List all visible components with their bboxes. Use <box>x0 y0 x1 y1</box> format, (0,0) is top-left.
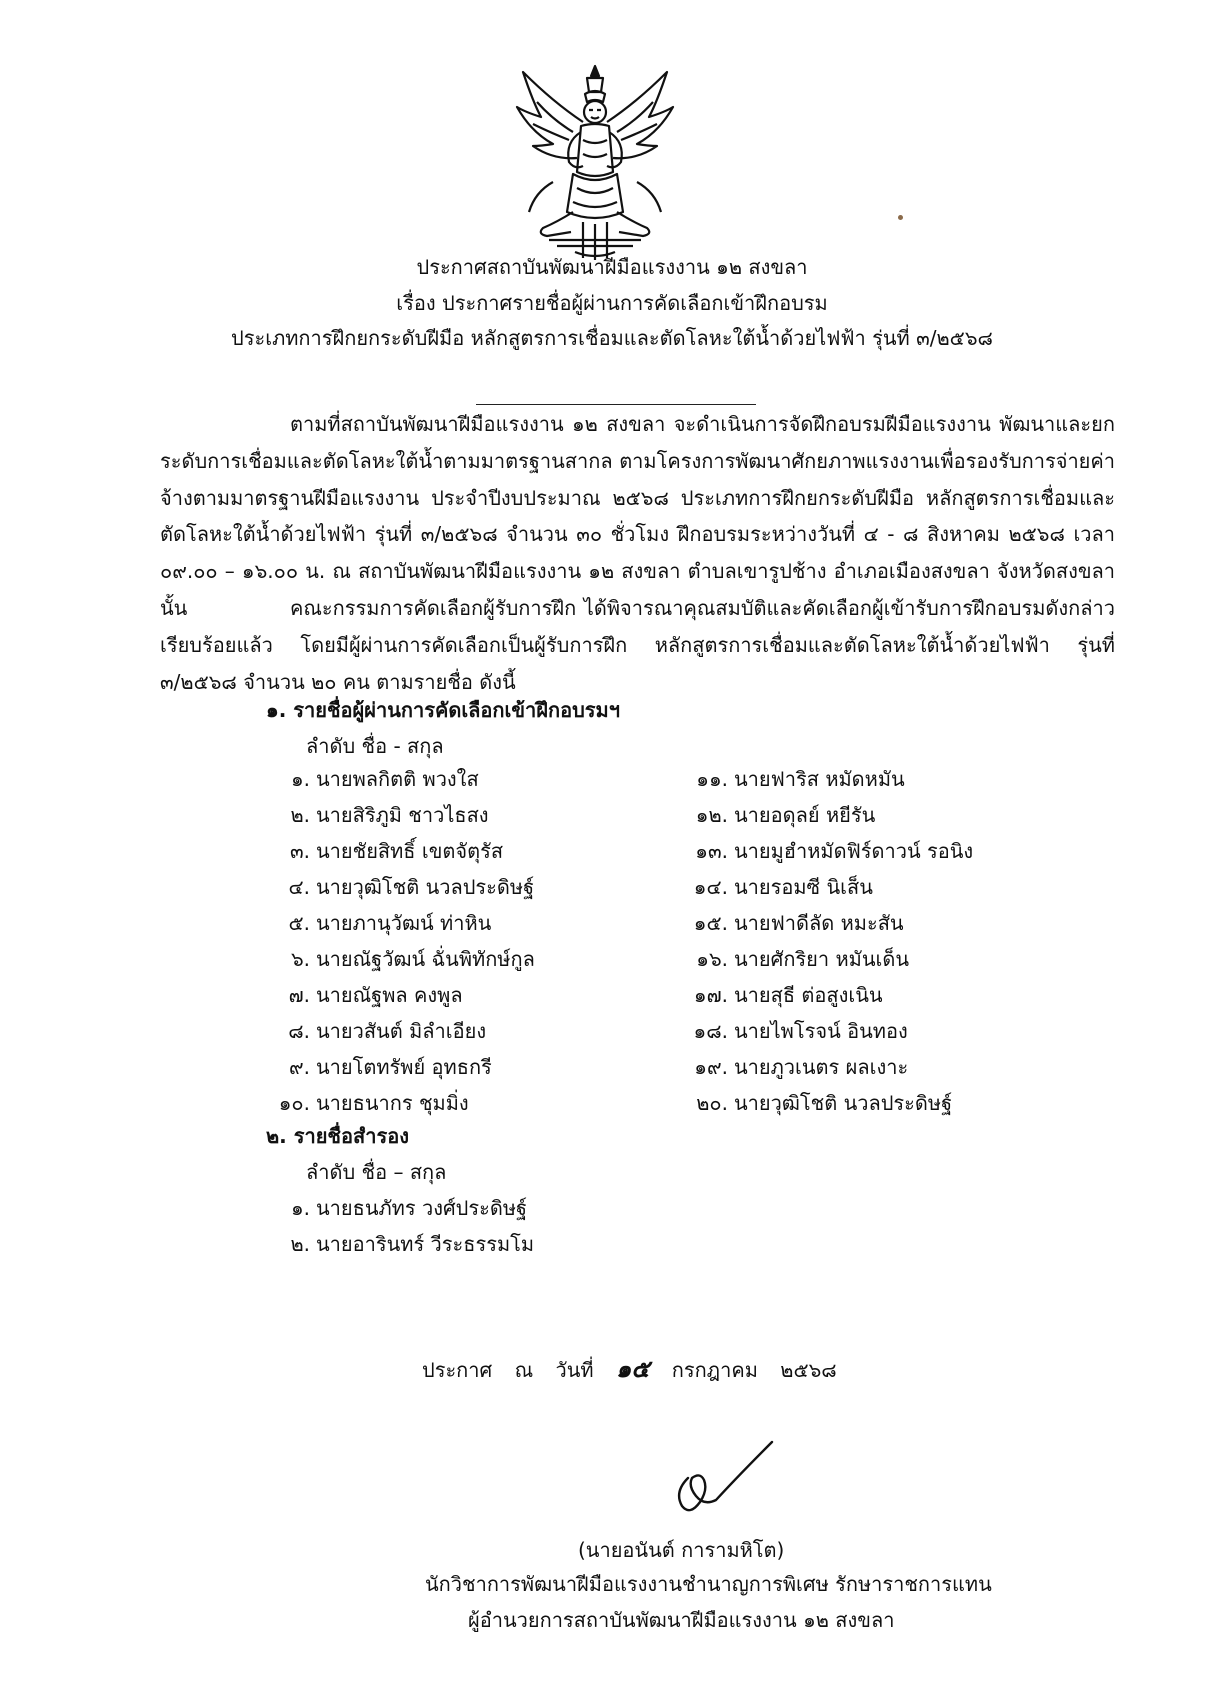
item-number: ๑๕. <box>693 911 728 935</box>
item-name: นายธนากร ชุมมิ่ง <box>316 1091 469 1115</box>
item-number: ๙. <box>288 1055 310 1079</box>
item-number: ๑๓. <box>695 839 728 863</box>
list-item <box>676 1015 908 1047</box>
announce-year: ๒๕๖๘ <box>780 1358 837 1382</box>
signer-name: (นายอนันต์ การามหิโต) <box>578 1538 785 1562</box>
item-number: ๑๐. <box>278 1091 310 1115</box>
list-item <box>676 979 883 1011</box>
item-name: นายชัยสิทธิ์ เขตจัตุรัส <box>316 839 504 863</box>
announcement-course: ประเภทการฝึกยกระดับฝีมือ หลักสูตรการเชื่อมและตัดโลหะใต้น้ำด้วยไฟฟ้า รุ่นที่ ๓/๒๕๖๘ <box>231 326 993 350</box>
list-item <box>676 1051 908 1083</box>
item-number: ๖. <box>290 947 310 971</box>
announce-day-label: วันที่ <box>555 1358 594 1382</box>
item-number: ๑๖. <box>696 947 728 971</box>
section-2-title: ๒. รายชื่อสำรอง <box>266 1124 409 1148</box>
list-item <box>676 763 905 795</box>
list-item <box>258 1192 527 1224</box>
signer-position: นักวิชาการพัฒนาฝีมือแรงงานชำนาญการพิเศษ รักษาราชการแทน <box>425 1572 992 1596</box>
section-1-subheader: ลำดับ ชื่อ - สกุล <box>306 734 444 758</box>
item-number: ๔. <box>288 875 310 899</box>
item-number: ๒. <box>290 803 310 827</box>
item-number: ๑๗. <box>693 983 728 1007</box>
signature-mark <box>660 1430 780 1520</box>
signer-title: ผู้อำนวยการสถาบันพัฒนาฝีมือแรงงาน ๑๒ สงขลา <box>468 1608 895 1632</box>
item-number: ๑๒. <box>695 803 728 827</box>
section-2-subheader: ลำดับ ชื่อ – สกุล <box>306 1160 447 1184</box>
item-number: ๑. <box>290 767 310 791</box>
item-number: ๑๙. <box>694 1055 728 1079</box>
list-item <box>258 907 491 939</box>
item-number: ๑๑. <box>696 767 728 791</box>
list-item <box>258 1051 492 1083</box>
item-name: นายไพโรจน์ อินทอง <box>734 1019 908 1043</box>
garuda-emblem-icon <box>513 62 678 260</box>
announcement-subject: เรื่อง ประกาศรายชื่อผู้ผ่านการคัดเลือกเข้าฝึกอบรม <box>396 291 828 315</box>
list-item <box>258 799 489 831</box>
announcement-date <box>422 1349 853 1388</box>
item-number: ๗. <box>288 983 310 1007</box>
list-item <box>676 799 875 831</box>
item-number: ๒. <box>290 1232 310 1256</box>
item-number: ๓. <box>289 839 310 863</box>
item-number: ๒๐. <box>696 1091 728 1115</box>
item-name: นายรอมซี นิเส็น <box>734 875 873 899</box>
list-item <box>258 835 503 867</box>
paper-speck <box>898 215 903 220</box>
announce-day: ๑๕ <box>615 1354 650 1383</box>
item-number: ๑. <box>290 1196 310 1220</box>
item-name: นายฟาริส หมัดหมัน <box>734 767 905 791</box>
list-item <box>258 1228 534 1260</box>
announce-label: ประกาศ <box>422 1358 493 1382</box>
list-item <box>676 871 873 903</box>
item-name: นายภูวเนตร ผลเงาะ <box>734 1055 909 1079</box>
list-item <box>258 943 535 975</box>
item-name: นายวุฒิโชติ นวลประดิษฐ์ <box>316 875 535 899</box>
item-name: นายศักริยา หมันเด็น <box>734 947 910 971</box>
item-name: นายณัฐพล คงพูล <box>316 983 463 1007</box>
item-name: นายมูฮำหมัดฟิร์ดาวน์ รอนิง <box>734 839 974 863</box>
list-item <box>258 1087 469 1119</box>
item-number: ๑๘. <box>693 1019 728 1043</box>
list-item <box>258 1015 486 1047</box>
paragraph-1-text: ตามที่สถาบันพัฒนาฝีมือแรงงาน ๑๒ สงขลา จะดำเนินการจัดฝึกอบรมฝีมือแรงงาน พัฒนาและยกระดับการเชื่อมและตัดโลหะใต้น้ำตามมาตรฐานสากล ตามโครงการพัฒนาศักยภาพแรงงานเพื่อรองรับการจ่ายค่าจ้างตามมาตรฐานฝีมือแรงงาน ประจำปีงบประมาณ ๒๕๖๘ ประเภทการฝึกยกระดับฝีมือ หลักสูตรการเชื่อมและตัดโลหะใต้น้ำด้วยไฟฟ้า รุ่นที่ ๓/๒๕๖๘ จำนวน ๓๐ ชั่วโมง ฝึกอบรมระหว่างวันที่ ๔ - ๘ สิงหาคม ๒๕๖๘ เวลา ๐๙.๐๐ – ๑๖.๐๐ น. ณ สถาบันพัฒนาฝีมือแรงงาน ๑๒ สงขลา ตำบลเขารูปช้าง อำเภอเมืองสงขลา จังหวัดสงขลา นั้น <box>160 412 1115 620</box>
list-item <box>676 907 904 939</box>
section-1-title: ๑. รายชื่อผู้ผ่านการคัดเลือกเข้าฝึกอบรมฯ <box>266 698 620 722</box>
item-number: ๘. <box>288 1019 310 1043</box>
paragraph-2-text: คณะกรรมการคัดเลือกผู้รับการฝึก ได้พิจารณาคุณสมบัติและคัดเลือกผู้เข้ารับการฝึกอบรมดังกล่าว เรียบร้อยแล้ว โดยมีผู้ผ่านการคัดเลือกเป็นผู้รับการฝึก หลักสูตรการเชื่อมและตัดโลหะใต้น้ำด้วยไฟฟ้า รุ่นที่ ๓/๒๕๖๘ จำนวน ๒๐ คน ตามรายชื่อ ดังนี้ <box>160 596 1115 694</box>
item-name: นายภานุวัฒน์ ท่าหิน <box>316 911 492 935</box>
announce-month: กรกฎาคม <box>671 1358 758 1382</box>
list-item <box>258 979 463 1011</box>
item-name: นายอารินทร์ วีระธรรมโม <box>316 1232 535 1256</box>
list-item <box>676 1087 952 1119</box>
announcement-issuer: ประกาศสถาบันพัฒนาฝีมือแรงงาน ๑๒ สงขลา <box>416 255 808 279</box>
item-number: ๕. <box>288 911 310 935</box>
announce-at: ณ <box>514 1358 534 1382</box>
list-item <box>676 943 909 975</box>
item-name: นายสิริภูมิ ชาวไธสง <box>316 803 489 827</box>
heading-divider <box>476 404 756 405</box>
item-name: นายณัฐวัฒน์ ฉั่นพิทักษ์กูล <box>316 947 535 971</box>
body-paragraph-2 <box>160 590 1115 700</box>
item-name: นายวสันต์ มิลำเอียง <box>316 1019 487 1043</box>
item-number: ๑๔. <box>693 875 728 899</box>
item-name: นายโตทรัพย์ อุทธกรี <box>316 1055 492 1079</box>
list-item <box>676 835 973 867</box>
item-name: นายธนภัทร วงศ์ประดิษฐ์ <box>316 1196 528 1220</box>
item-name: นายฟาดีลัด หมะสัน <box>734 911 904 935</box>
item-name: นายอดุลย์ หยีรัน <box>734 803 876 827</box>
list-item <box>258 871 534 903</box>
item-name: นายพลกิตติ พวงใส <box>316 767 479 791</box>
item-name: นายสุธี ต่อสูงเนิน <box>734 983 883 1007</box>
item-name: นายวุฒิโชติ นวลประดิษฐ์ <box>734 1091 953 1115</box>
list-item <box>258 763 479 795</box>
